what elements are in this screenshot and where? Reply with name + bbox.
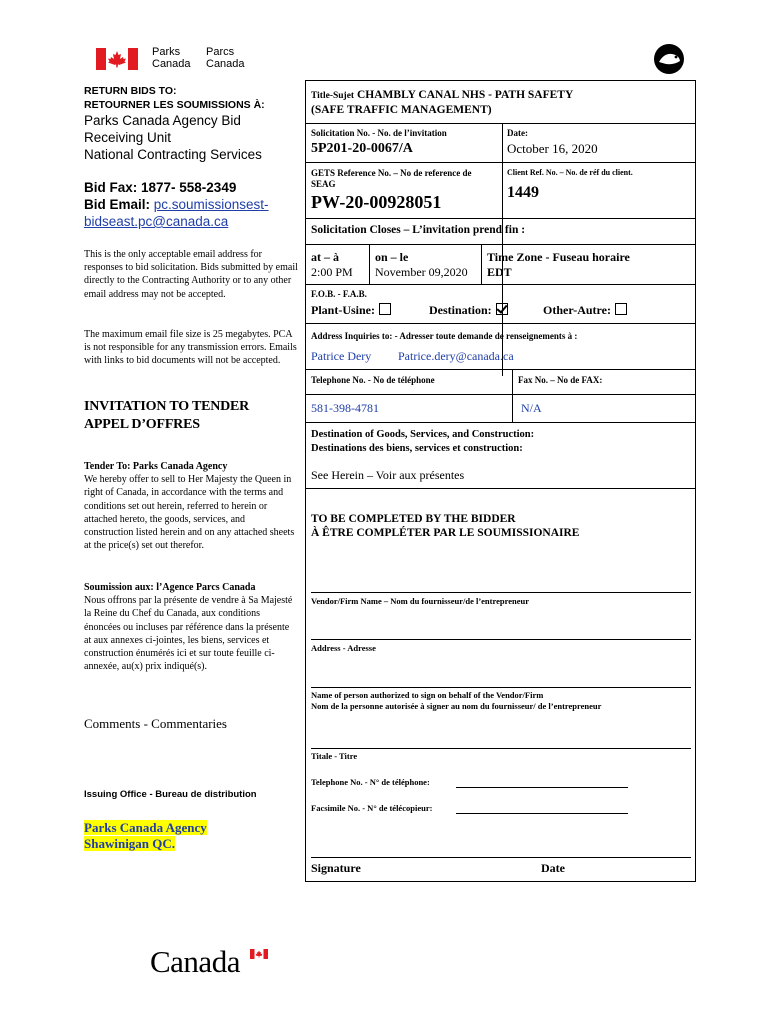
plant-checkbox[interactable] — [379, 303, 391, 315]
timezone-label: Time Zone - Fuseau horaire — [487, 250, 630, 264]
authorized-label-2: Nom de la personne autorisée à signer au nom du fournisseur/ de l’entrepreneur — [311, 701, 602, 711]
fax-value: N/A — [521, 401, 542, 415]
contact-name: Patrice Dery — [311, 349, 372, 363]
at-label: at – à — [311, 250, 339, 264]
return-bids-heading-fr: RETOURNER LES SOUMISSIONS À: — [84, 99, 265, 111]
destination-checkbox[interactable] — [496, 303, 508, 315]
gets-label-2: SEAG — [311, 179, 336, 189]
dest-goods-label-2: Destinations des biens, services et construction: — [311, 442, 523, 454]
date-label: Date: — [507, 128, 528, 138]
contact-email-link[interactable]: Patrice.dery@canada.ca — [398, 349, 514, 363]
authorized-name-line[interactable] — [311, 687, 691, 688]
solicitation-number: 5P201-20-0067/A — [311, 141, 413, 156]
on-label: on – le — [375, 250, 409, 264]
office-line2: Shawinigan QC. — [84, 836, 176, 851]
soumission-heading: Soumission aux: l’Agence Parcs Canada — [84, 582, 256, 593]
title-value-line2: (SAFE TRAFFIC MANAGEMENT) — [311, 104, 492, 116]
title-block — [311, 88, 691, 117]
soumission-body: Nous offrons par la présente de vendre à Sa Majesté la Reine du Chef du Canada, aux conditions énoncées ou incluses par référence dans la présente at aux annexes ci-jointes, les biens, services et construction énumérés ici et sur toute feuille ci-annexée, au(x) prix indiqué(s). — [84, 595, 293, 673]
closes-label: Solicitation Closes – L’invitation prend fin : — [311, 224, 526, 236]
bid-unit-line1: Parks Canada Agency Bid — [84, 113, 241, 128]
tender-to-heading: Tender To: Parks Canada Agency — [84, 461, 228, 472]
other-checkbox[interactable] — [615, 303, 627, 315]
invitation-heading-fr: APPEL D’OFFRES — [84, 417, 200, 432]
plant-option[interactable] — [311, 303, 391, 317]
tel-field-line[interactable] — [456, 787, 628, 788]
bid-email-link[interactable]: pc.soumissionsest- — [153, 197, 269, 212]
other-label: Other-Autre: — [543, 303, 611, 317]
address-label: Address - Adresse — [311, 643, 376, 653]
client-ref-value: 1449 — [507, 184, 539, 201]
client-ref-label: Client Ref. No. – No. de réf du client. — [507, 168, 633, 177]
dest-goods-label-1: Destination of Goods, Services, and Construction: — [311, 429, 535, 440]
address-line[interactable] — [311, 639, 691, 640]
title-line[interactable] — [311, 748, 691, 749]
invitation-heading-en: INVITATION TO TENDER — [84, 399, 250, 414]
fax-field-line[interactable] — [456, 813, 628, 814]
date-value: October 16, 2020 — [507, 141, 598, 156]
signature-line[interactable] — [311, 857, 691, 858]
bid-email-link-cont[interactable]: bidseast.pc@canada.ca — [84, 214, 229, 229]
destination-option[interactable] — [429, 303, 508, 318]
fob-label: F.O.B. - F.A.B. — [311, 289, 367, 299]
authorized-label-1: Name of person authorized to sign on behalf of the Vendor/Firm — [311, 690, 544, 700]
solicitation-label: Solicitation No. - No. de l’invitation — [311, 128, 447, 138]
plant-label: Plant-Usine: — [311, 303, 375, 317]
bid-email-label: Bid Email: — [84, 197, 154, 212]
office-line1: Parks Canada Agency — [84, 820, 207, 835]
title-field-label: Titale - Titre — [311, 751, 358, 761]
bid-unit-line2: Receiving Unit — [84, 130, 172, 145]
signature-label: Signature — [311, 861, 361, 875]
email-note: This is the only acceptable email address for responses to bid solicitation. Bids submitted by email directly to the Contracting Authority or to any other email address may not be accepted. — [84, 249, 298, 300]
comments-label: Comments - Commentaries — [84, 716, 227, 731]
tel-field-label: Telephone No. - N° de téléphone: — [311, 777, 430, 787]
phone-value: 581-398-4781 — [311, 401, 379, 415]
bidder-heading-en: TO BE COMPLETED BY THE BIDDER — [311, 513, 516, 525]
issuing-office-label: Issuing Office - Bureau de distribution — [84, 789, 257, 800]
wordmark-flag-icon — [250, 949, 268, 959]
other-option[interactable] — [543, 303, 627, 318]
tender-to-body: We hereby offer to sell to Her Majesty the Queen in right of Canada, in accordance with the terms and conditions set out herein, referred to herein or attached hereto, the goods, services, and construction listed herein and on any attached sheets at the price(s) set out therefor. — [84, 474, 295, 552]
canada-wordmark-text: Canada — [150, 944, 240, 979]
title-label: Title-Sujet — [311, 91, 355, 101]
timezone-value: EDT — [487, 265, 512, 279]
destination-label: Destination: — [429, 303, 492, 317]
bid-fax: Bid Fax: 1877- 558-2349 — [84, 180, 237, 195]
size-note: The maximum email file size is 25 megabytes. PCA is not responsible for any transmission errors. Emails with links to bid documents will not be accepted. — [84, 329, 297, 367]
gets-value: PW-20-00928051 — [311, 192, 442, 212]
gets-label-1: GETS Reference No. – No de reference de — [311, 168, 472, 178]
beaver-logo-icon — [652, 42, 686, 76]
vendor-name-line[interactable] — [311, 592, 691, 593]
canada-wordmark — [150, 944, 280, 980]
canada-fr-label: Canada — [206, 58, 245, 70]
return-bids-heading-en: RETURN BIDS TO: — [84, 85, 177, 97]
bid-email — [84, 196, 304, 213]
date-field-label: Date — [541, 861, 565, 875]
parks-canada-signature — [96, 46, 256, 72]
on-value: November 09,2020 — [375, 265, 468, 279]
canada-label: Canada — [152, 58, 191, 70]
parcs-label: Parcs — [206, 46, 235, 58]
bid-unit-line3: National Contracting Services — [84, 147, 262, 162]
see-herein: See Herein – Voir aux présentes — [311, 468, 465, 482]
at-value: 2:00 PM — [311, 265, 353, 279]
parks-label: Parks — [152, 46, 181, 58]
phone-label: Telephone No. - No de téléphone — [311, 375, 435, 385]
canada-flag-icon — [96, 48, 138, 70]
bidder-heading-fr: À ÊTRE COMPLÉTER PAR LE SOUMISSIONAIRE — [311, 527, 580, 539]
fax-field-label: Facsimile No. - N° de télécopieur: — [311, 803, 433, 813]
title-value-line1: CHAMBLY CANAL NHS - PATH SAFETY — [356, 89, 574, 101]
fax-label: Fax No. – No de FAX: — [518, 375, 603, 385]
inquiries-label: Address Inquiries to: - Adresser toute demande de renseignements à : — [311, 331, 578, 341]
vendor-name-label: Vendor/Firm Name – Nom du fournisseur/de l’entrepreneur — [311, 596, 529, 606]
